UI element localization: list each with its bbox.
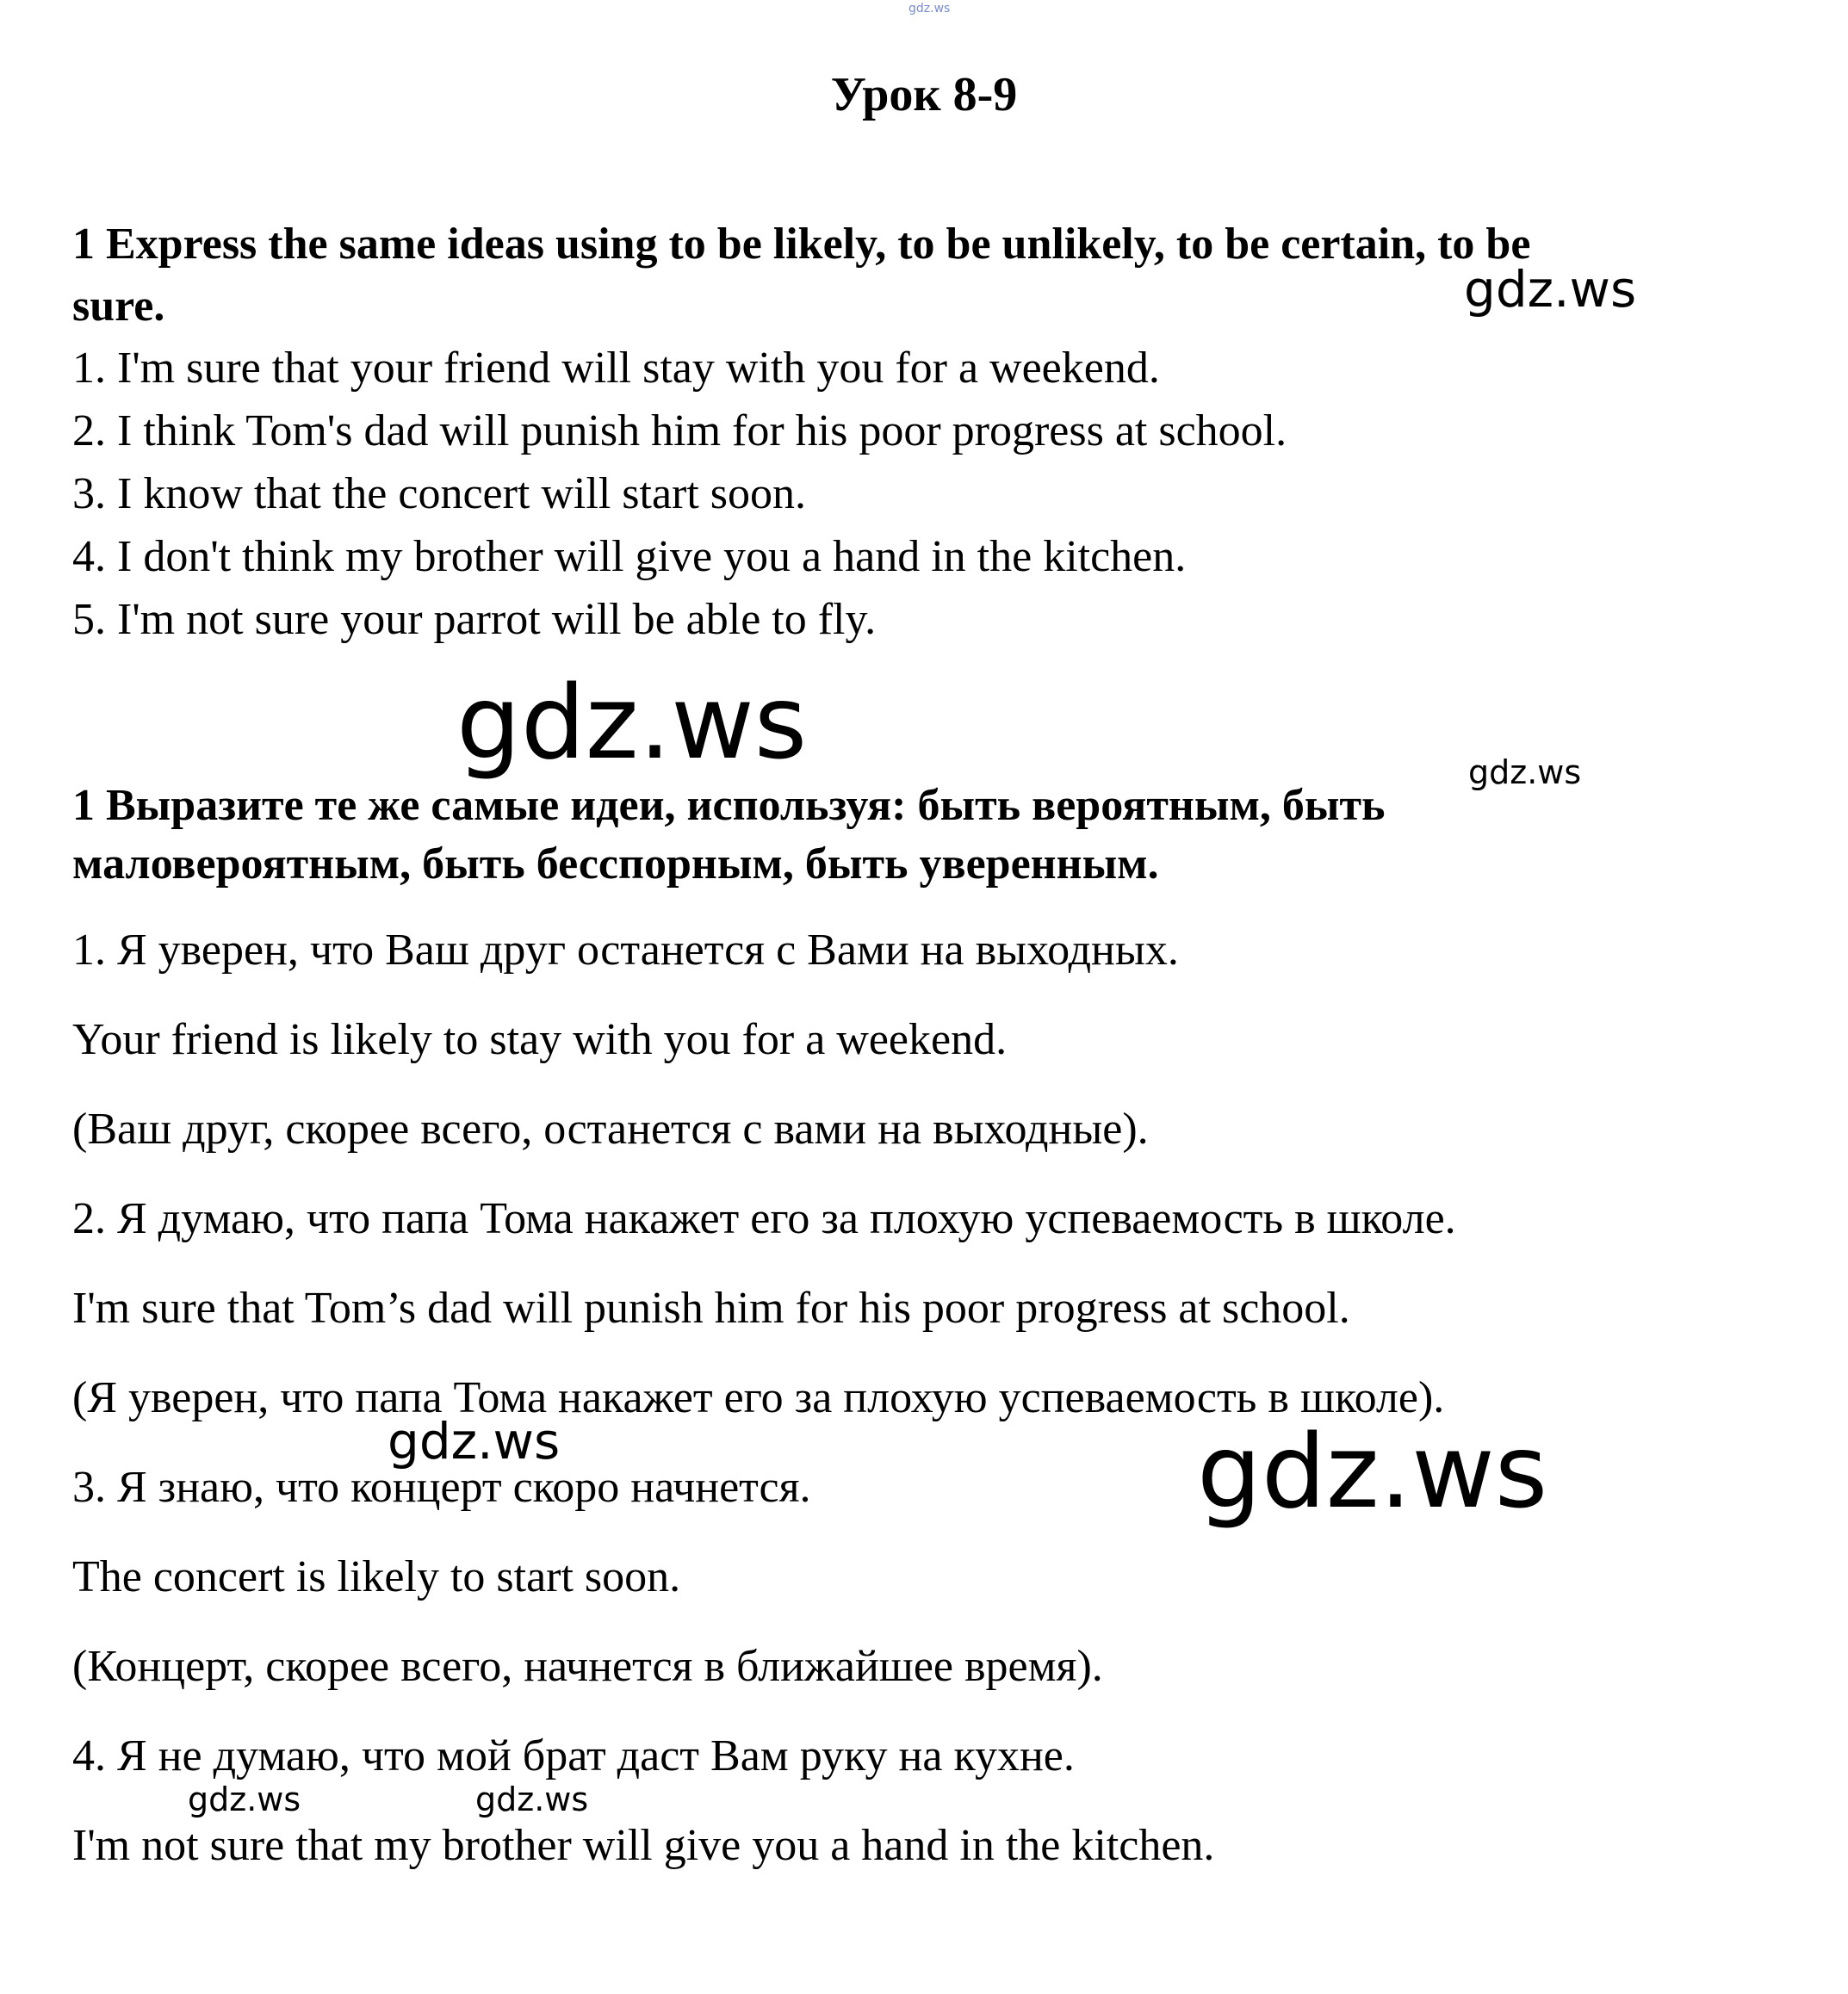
watermark-top-tiny: gdz.ws [908, 2, 951, 15]
answer-line-2: Your friend is likely to stay with you for a weekend. [72, 1015, 1008, 1064]
watermark-bottom-left: gdz.ws [188, 1780, 301, 1818]
task-en-item-5: 5. I'm not sure your parrot will be able to fly. [72, 595, 877, 644]
watermark-header-right: gdz.ws [1464, 260, 1637, 319]
task-en-item-4: 4. I don't think my brother will give you a hand in the kitchen. [72, 532, 1187, 581]
watermark-bottom-center: gdz.ws [475, 1780, 589, 1818]
task-en-item-3: 3. I know that the concert will start soon. [72, 469, 807, 518]
watermark-small-right: gdz.ws [1468, 753, 1582, 791]
answer-line-6: (Я уверен, что папа Тома накажет его за плохую успеваемость в школе). [72, 1373, 1445, 1422]
task-en-item-2: 2. I think Tom's dad will punish him for his poor progress at school. [72, 406, 1287, 455]
answer-line-11: I'm not sure that my brother will give you a hand in the kitchen. [72, 1821, 1215, 1870]
answer-line-8: The concert is likely to start soon. [72, 1552, 681, 1601]
answer-line-10: 4. Я не думаю, что мой брат даст Вам руку на кухне. [72, 1731, 1075, 1780]
answer-line-5: I'm sure that Tom’s dad will punish him for his poor progress at school. [72, 1284, 1350, 1333]
answer-line-4: 2. Я думаю, что папа Тома накажет его за плохую успеваемость в школе. [72, 1194, 1456, 1243]
watermark-mid-left: gdz.ws [388, 1412, 561, 1471]
answer-line-1: 1. Я уверен, что Ваш друг останется с Вами на выходных. [72, 926, 1179, 975]
answer-line-9: (Концерт, скорее всего, начнется в ближайшее время). [72, 1642, 1103, 1691]
task-en-heading-line2: sure. [72, 282, 165, 331]
answer-line-3: (Ваш друг, скорее всего, останется с вами на выходные). [72, 1105, 1149, 1154]
task-ru-heading-line2: маловероятным, быть бесспорным, быть уверенным. [72, 839, 1159, 889]
page-title: Урок 8-9 [830, 68, 1018, 121]
task-ru-heading-line1: 1 Выразите те же самые идеи, используя: быть вероятным, быть [72, 781, 1386, 830]
watermark-large-right: gdz.ws [1197, 1412, 1548, 1531]
answer-line-7: 3. Я знаю, что концерт скоро начнется. [72, 1463, 811, 1512]
task-en-item-1: 1. I'm sure that your friend will stay with you for a weekend. [72, 344, 1160, 393]
task-en-heading-line1: 1 Express the same ideas using to be likely, to be unlikely, to be certain, to be [72, 220, 1531, 269]
watermark-large-center: gdz.ws [456, 663, 808, 782]
